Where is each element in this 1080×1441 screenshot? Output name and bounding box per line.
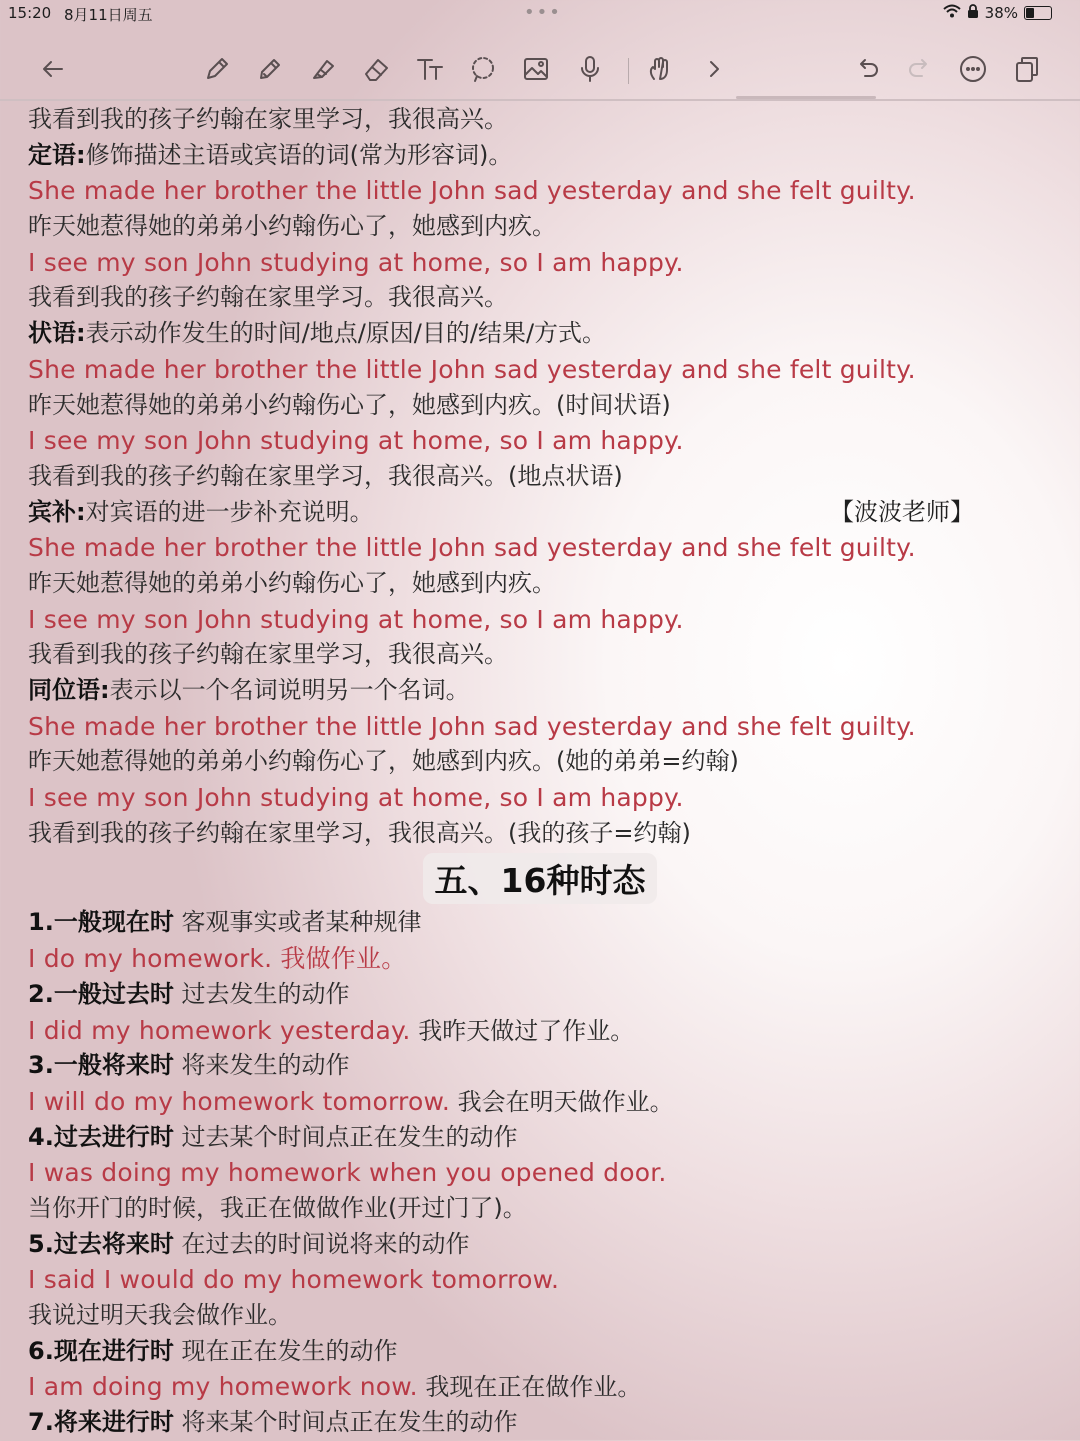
example-english: She made her brother the little John sad yesterday and she felt guilty. xyxy=(28,711,916,741)
example-english: I see my son John studying at home, so I am happy. xyxy=(28,783,684,813)
tense-example: I did my homework yesterday. xyxy=(28,1015,411,1045)
tense-label: 3.一般将来时 xyxy=(28,1051,174,1080)
tense-example-chinese: 我会在明天做作业。 xyxy=(449,1087,674,1116)
pen-icon[interactable] xyxy=(200,52,234,86)
example-english: I see my son John studying at home, so I am happy. xyxy=(28,604,684,634)
tense-label: 2.一般过去时 xyxy=(28,979,174,1008)
term-label: 定语: xyxy=(28,140,86,169)
more-icon[interactable] xyxy=(956,52,990,86)
example-english: She made her brother the little John sad yesterday and she felt guilty. xyxy=(28,176,916,206)
example-chinese: 昨天她惹得她的弟弟小约翰伤心了，她感到内疚。(时间状语) xyxy=(28,390,671,419)
image-icon[interactable] xyxy=(519,52,553,86)
tense-label: 1.一般现在时 xyxy=(28,908,174,937)
tense-example-chinese: 我现在正在做作业。 xyxy=(417,1373,642,1402)
term-label: 状语: xyxy=(28,319,86,348)
example-chinese: 昨天她惹得她的弟弟小约翰伤心了，她感到内疚。 xyxy=(28,568,556,597)
tense-description: 现在正在发生的动作 xyxy=(173,1336,398,1365)
example-chinese: 我看到我的孩子约翰在家里学习。我很高兴。 xyxy=(28,283,508,312)
lasso-icon[interactable] xyxy=(466,52,500,86)
chevron-right-icon[interactable] xyxy=(697,52,731,86)
toolbar xyxy=(0,40,1080,100)
tense-label: 5.过去将来时 xyxy=(28,1229,174,1258)
status-right xyxy=(943,4,1052,22)
tense-label: 7.将来进行时 xyxy=(28,1408,174,1437)
term-definition: 表示以一个名词说明另一个名词。 xyxy=(109,676,470,704)
tense-description: 客观事实或者某种规律 xyxy=(173,908,422,937)
tense-example: I am doing my homework now. xyxy=(28,1372,418,1402)
tense-example-chinese: 当你开门的时候，我正在做做作业(开过门了)。 xyxy=(28,1193,527,1222)
back-arrow-icon[interactable] xyxy=(36,52,70,86)
wifi-icon xyxy=(943,4,961,22)
term-label: 宾补: xyxy=(28,497,86,526)
pencil-icon[interactable] xyxy=(253,52,287,86)
tense-example: I was doing my homework when you opened door. xyxy=(28,1158,667,1188)
multitasking-dots[interactable]: ••• xyxy=(524,2,562,23)
term-definition: 对宾语的进一步补充说明。 xyxy=(85,497,374,526)
status-bar xyxy=(0,0,1080,28)
page-scroll-indicator xyxy=(736,96,876,99)
tense-example: I said I would do my homework tomorrow. xyxy=(28,1265,560,1295)
redo-icon[interactable] xyxy=(903,52,937,86)
example-chinese: 我看到我的孩子约翰在家里学习，我很高兴。(我的孩子=约翰) xyxy=(28,818,691,847)
tense-example-chinese: 我说过明天我会做作业。 xyxy=(28,1301,292,1329)
battery-percent: 38% xyxy=(984,4,1018,22)
term-definition: 修饰描述主语或宾语的词(常为形容词)。 xyxy=(85,140,513,169)
term-definition: 表示动作发生的时间/地点/原因/目的/结果/方式。 xyxy=(85,319,607,348)
example-chinese: 我看到我的孩子约翰在家里学习，我很高兴。 xyxy=(28,640,508,669)
example-english: She made her brother the little John sad yesterday and she felt guilty. xyxy=(28,354,916,384)
tense-label: 4.过去进行时 xyxy=(28,1122,174,1151)
example-english: I see my son John studying at home, so I am happy. xyxy=(28,247,684,277)
example-english: She made her brother the little John sad yesterday and she felt guilty. xyxy=(28,533,916,563)
tense-description: 过去某个时间点正在发生的动作 xyxy=(173,1122,518,1151)
note-page[interactable] xyxy=(28,102,1068,1441)
highlighter-icon[interactable] xyxy=(306,52,340,86)
example-chinese: 昨天她惹得她的弟弟小约翰伤心了，她感到内疚。(她的弟弟=约翰) xyxy=(28,747,739,776)
tense-description: 将来发生的动作 xyxy=(173,1051,350,1080)
term-label: 同位语: xyxy=(28,676,110,704)
status-date: 8月11日周五 xyxy=(64,6,153,24)
eraser-icon[interactable] xyxy=(359,52,393,86)
hand-touch-icon[interactable] xyxy=(643,52,677,86)
tense-label: 6.现在进行时 xyxy=(28,1336,174,1365)
tense-description: 在过去的时间说将来的动作 xyxy=(173,1229,470,1258)
battery-fill xyxy=(1026,8,1034,18)
section-heading: 五、16种时态 xyxy=(423,853,658,904)
tense-description: 过去发生的动作 xyxy=(173,979,350,1008)
microphone-icon[interactable] xyxy=(573,52,607,86)
author-tag: 【波波老师】 xyxy=(830,497,974,526)
note-line: 我看到我的孩子约翰在家里学习，我很高兴。 xyxy=(28,105,508,133)
battery-icon xyxy=(1024,6,1052,20)
tense-example: I will do my homework tomorrow. xyxy=(28,1086,450,1116)
undo-icon[interactable] xyxy=(850,52,884,86)
status-time: 15:20 xyxy=(8,4,52,22)
page-top-edge xyxy=(0,99,1080,101)
toolbar-separator xyxy=(628,58,629,84)
text-tool-icon[interactable] xyxy=(413,52,447,86)
example-chinese: 昨天她惹得她的弟弟小约翰伤心了，她感到内疚。 xyxy=(28,212,556,241)
example-chinese: 我看到我的孩子约翰在家里学习，我很高兴。(地点状语) xyxy=(28,461,623,490)
pages-icon[interactable] xyxy=(1010,52,1044,86)
tense-example: I do my homework. 我做作业。 xyxy=(28,944,407,974)
tense-example-chinese: 我昨天做过了作业。 xyxy=(410,1016,635,1045)
example-english: I see my son John studying at home, so I am happy. xyxy=(28,426,684,456)
lock-orientation-icon xyxy=(967,4,979,22)
tense-description: 将来某个时间点正在发生的动作 xyxy=(173,1408,518,1437)
